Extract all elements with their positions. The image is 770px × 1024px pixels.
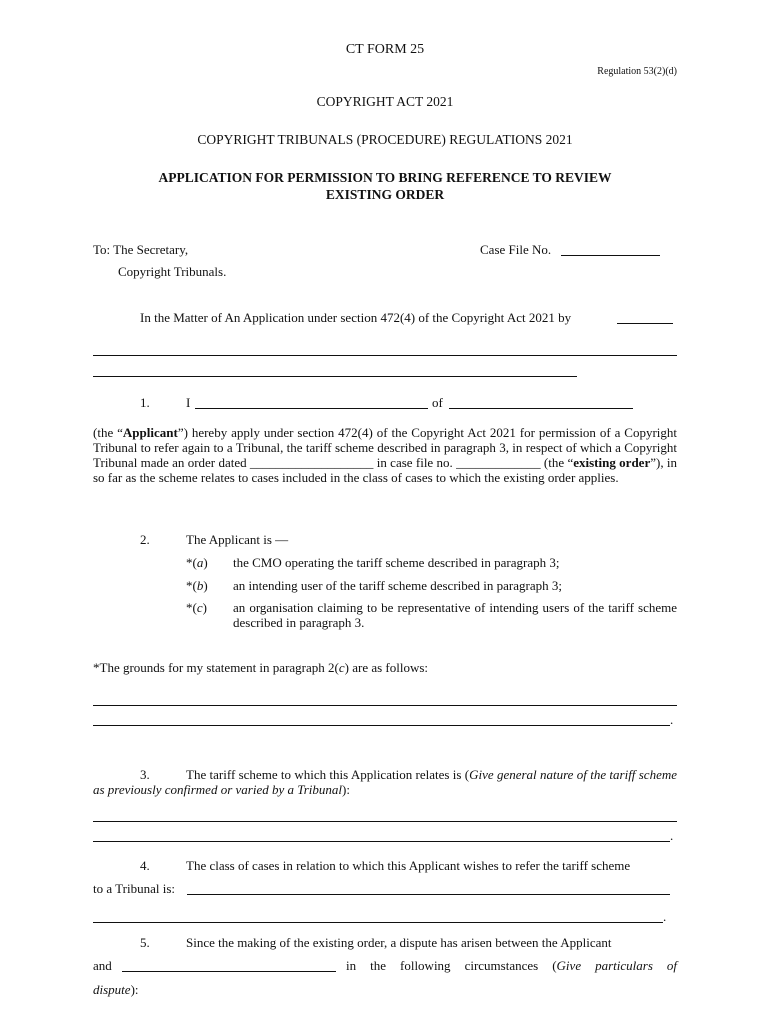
para1-body-end: ”), in so far as the scheme relates to cases included in the class of cases to which the existing order applies. [93, 455, 678, 485]
para5-and-label: and [93, 958, 112, 973]
applicant-address-field[interactable] [449, 408, 633, 409]
regulation-reference: Regulation 53(2)(d) [597, 66, 677, 77]
para5-dispute-end: dispute): [93, 982, 139, 997]
class-of-cases-period: . [663, 909, 667, 924]
para1-of-label: of [432, 395, 443, 410]
applicant-full-name-field[interactable] [195, 408, 428, 409]
para1-number: 1. [140, 395, 150, 410]
para4-text: The class of cases in relation to which this Applicant wishes to refer the tariff scheme [186, 858, 631, 873]
grounds-field-line-1[interactable] [93, 705, 677, 706]
to-line-2: Copyright Tribunals. [118, 264, 227, 279]
to-line: To: The Secretary, [93, 242, 189, 257]
option-b-marker: *(b) [186, 578, 208, 593]
grounds-text: *The grounds for my statement in paragraph 2(c) are as follows: [93, 660, 429, 675]
existing-order-term: existing order [573, 455, 651, 470]
form-number: CT FORM 25 [345, 42, 425, 57]
para2-intro: The Applicant is — [186, 532, 289, 547]
class-of-cases-field-line-2[interactable] [93, 922, 663, 923]
option-c-text: an organisation claiming to be representative of intending users of the tariff scheme described in paragraph 3. [233, 600, 677, 630]
grounds-period: . [670, 712, 674, 727]
option-a-text: the CMO operating the tariff scheme described in paragraph 3; [233, 555, 560, 570]
dispute-party-field[interactable] [122, 971, 336, 972]
applicant-name-field[interactable] [617, 323, 673, 324]
para4-number: 4. [140, 858, 150, 873]
para2-number: 2. [140, 532, 150, 547]
para4-text2: to a Tribunal is: [93, 881, 175, 896]
tariff-scheme-period: . [670, 828, 674, 843]
matter-field-line-2[interactable] [93, 376, 577, 377]
application-title-line1: APPLICATION FOR PERMISSION TO BRING REFERENCE TO REVIEW [158, 170, 612, 185]
para1-body [93, 425, 677, 485]
regulations-title: COPYRIGHT TRIBUNALS (PROCEDURE) REGULATIONS 2021 [197, 132, 573, 147]
para5-circumstances: in the following circumstances (Give particulars of [346, 958, 677, 973]
para3-text: The tariff scheme to which this Application relates is (Give general nature of the tariff scheme as previously confirmed or varied by a Tribunal): [93, 767, 677, 797]
application-title-line2: EXISTING ORDER [325, 187, 445, 202]
option-c-marker: *(c) [186, 600, 207, 615]
para1-body-open: (the “ [93, 425, 123, 440]
option-b-text: an intending user of the tariff scheme described in paragraph 3; [233, 578, 562, 593]
para1-i-label: I [186, 395, 191, 410]
para1-body-mid: ”) hereby apply under section 472(4) of the Copyright Act 2021 for permission of a Copyright Tribunal to refer again to a Tribunal, the tariff scheme described in paragraph 3, in respect of which a Copyright Tribunal made an order dated ___________________ in case file no. _____________ (the “ [93, 425, 678, 470]
case-file-label: Case File No. [480, 242, 552, 257]
matter-text: In the Matter of An Application under section 472(4) of the Copyright Act 2021 by [140, 310, 572, 325]
tariff-scheme-field-line-1[interactable] [93, 821, 677, 822]
class-of-cases-field-line-1[interactable] [187, 894, 670, 895]
grounds-field-line-2[interactable] [93, 725, 670, 726]
act-title: COPYRIGHT ACT 2021 [316, 94, 454, 109]
para5-text: Since the making of the existing order, a dispute has arisen between the Applicant [186, 935, 612, 950]
option-a-marker: *(a) [186, 555, 208, 570]
tariff-scheme-field-line-2[interactable] [93, 841, 670, 842]
para5-number: 5. [140, 935, 150, 950]
applicant-term: Applicant [122, 425, 178, 440]
case-file-number-field[interactable] [561, 255, 660, 256]
matter-field-line-1[interactable] [93, 355, 677, 356]
para3-number: 3. [140, 767, 150, 782]
